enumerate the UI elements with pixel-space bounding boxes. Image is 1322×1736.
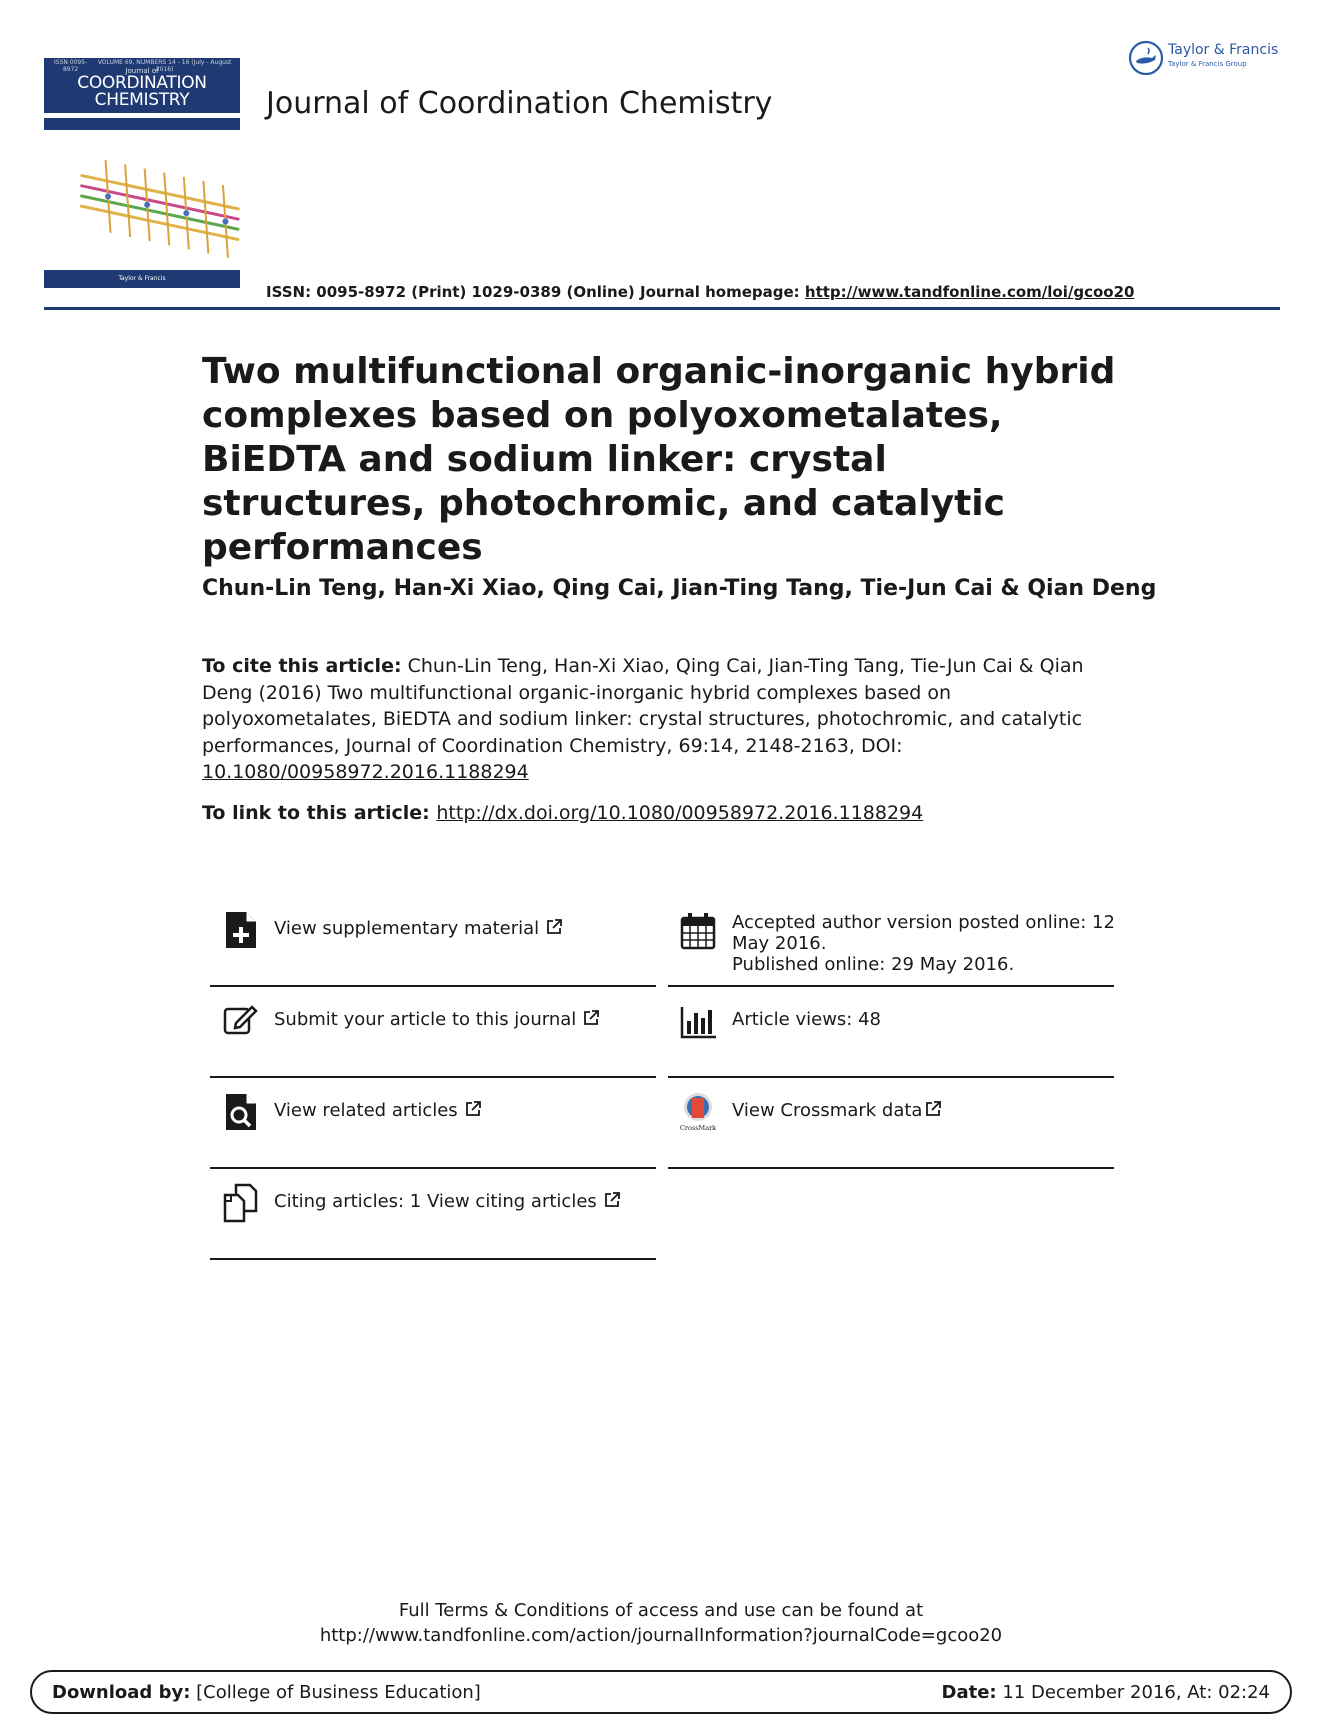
article-views-label: Article views: 48 xyxy=(732,1009,881,1030)
header-divider xyxy=(44,307,1280,310)
cover-publisher-band xyxy=(44,270,240,288)
terms-line1: Full Terms & Conditions of access and use can be found at xyxy=(398,1600,924,1621)
cite-text: Chun-Lin Teng, Han-Xi Xiao, Qing Cai, Jian-Ting Tang, Tie-Jun Cai & Qian Deng (2016) Two multifunctional organic-inorganic hybrid complexes based on polyoxometalates, BiEDTA and sodium linker: crystal structures, photochromic, and catalytic performances, Journal of Coordination Chemistry, 69:14, 2148-2163, DOI: xyxy=(202,655,1084,757)
cover-editor-strip xyxy=(44,118,240,130)
terms-and-conditions xyxy=(0,1598,1322,1648)
citation-block xyxy=(202,653,1102,786)
download-date xyxy=(942,1682,1270,1703)
calendar-icon xyxy=(680,910,716,950)
download-by-value: [College of Business Education] xyxy=(190,1682,481,1703)
article-views-cell[interactable] xyxy=(668,987,1114,1078)
accepted-posted-line1: Accepted author version posted online: 12 xyxy=(732,912,1115,933)
journal-cover-thumbnail xyxy=(44,52,240,292)
article-doi-link[interactable]: http://dx.doi.org/10.1080/00958972.2016.1188294 xyxy=(436,802,924,824)
external-link-icon xyxy=(545,918,563,936)
cover-publisher: Taylor & Francis xyxy=(118,275,166,282)
submit-article-cell[interactable] xyxy=(210,987,656,1078)
taylor-francis-lamp-icon xyxy=(1128,40,1164,76)
cover-volume: VOLUME 69, NUMBERS 14 - 16 (July - August 2016) xyxy=(97,59,232,73)
file-plus-icon xyxy=(222,910,258,950)
cover-title-band xyxy=(44,58,240,113)
cite-doi-link[interactable]: 10.1080/00958972.2016.1188294 xyxy=(202,761,529,783)
link-label: To link to this article: xyxy=(202,802,437,824)
publisher-name: Taylor & Francis xyxy=(1168,42,1279,58)
terms-link[interactable]: http://www.tandfonline.com/action/journalInformation?journalCode=gcoo20 xyxy=(319,1625,1003,1646)
cite-label: To cite this article: xyxy=(202,655,402,677)
external-link-icon xyxy=(924,1100,942,1118)
journal-title: Journal of Coordination Chemistry xyxy=(266,86,773,121)
issn-line xyxy=(266,283,1134,301)
cover-journal-of: Journal of xyxy=(125,67,159,75)
download-by-label: Download by: xyxy=(52,1682,191,1703)
external-link-icon xyxy=(603,1191,621,1209)
article-authors: Chun-Lin Teng, Han-Xi Xiao, Qing Cai, Jian-Ting Tang, Tie-Jun Cai & Qian Deng xyxy=(202,576,1157,601)
crossmark-logo-text: CrossMark xyxy=(680,1124,716,1132)
view-supplementary-cell[interactable] xyxy=(210,896,656,987)
article-title: Two multifunctional organic-inorganic hybrid complexes based on polyoxometalates, BiEDTA and sodium linker: crystal structures, photochromic, and catalytic performances xyxy=(202,351,1116,568)
download-info-bar xyxy=(30,1670,1292,1714)
publisher-logo[interactable] xyxy=(1128,40,1288,76)
journal-homepage-link[interactable]: http://www.tandfonline.com/loi/gcoo20 xyxy=(804,283,1135,301)
download-date-value: 11 December 2016, At: 02:24 xyxy=(996,1682,1270,1703)
external-link-icon xyxy=(464,1100,482,1118)
cover-issn: ISSN 0095-8972 xyxy=(54,59,88,73)
cover-title-line1: COORDINATION xyxy=(77,73,207,93)
citing-articles-label: Citing articles: 1 View citing articles xyxy=(274,1191,597,1212)
issn-text: ISSN: 0095-8972 (Print) 1029-0389 (Online) Journal homepage: xyxy=(266,283,805,301)
crossmark-cell[interactable] xyxy=(668,1078,1114,1169)
citing-articles-cell[interactable] xyxy=(210,1169,656,1260)
bar-chart-icon xyxy=(680,1001,716,1041)
cover-title-line2: CHEMISTRY xyxy=(94,90,190,110)
view-crossmark-label: View Crossmark data xyxy=(732,1100,923,1121)
download-by xyxy=(52,1682,481,1703)
published-online-line: Published online: 29 May 2016. xyxy=(732,954,1015,975)
crossmark-icon xyxy=(680,1092,716,1132)
accepted-posted-line2: May 2016. xyxy=(732,933,827,954)
copy-documents-icon xyxy=(222,1183,258,1223)
publication-dates-cell xyxy=(668,896,1114,987)
publisher-group: Taylor & Francis Group xyxy=(1168,60,1247,68)
view-supplementary-label: View supplementary material xyxy=(274,918,540,939)
external-link-icon xyxy=(582,1009,600,1027)
view-related-label: View related articles xyxy=(274,1100,458,1121)
edit-icon xyxy=(222,1001,258,1041)
submit-article-label: Submit your article to this journal xyxy=(274,1009,577,1030)
file-search-icon xyxy=(222,1092,258,1132)
article-link-line xyxy=(202,802,923,824)
view-related-cell[interactable] xyxy=(210,1078,656,1169)
download-date-label: Date: xyxy=(941,1682,997,1703)
